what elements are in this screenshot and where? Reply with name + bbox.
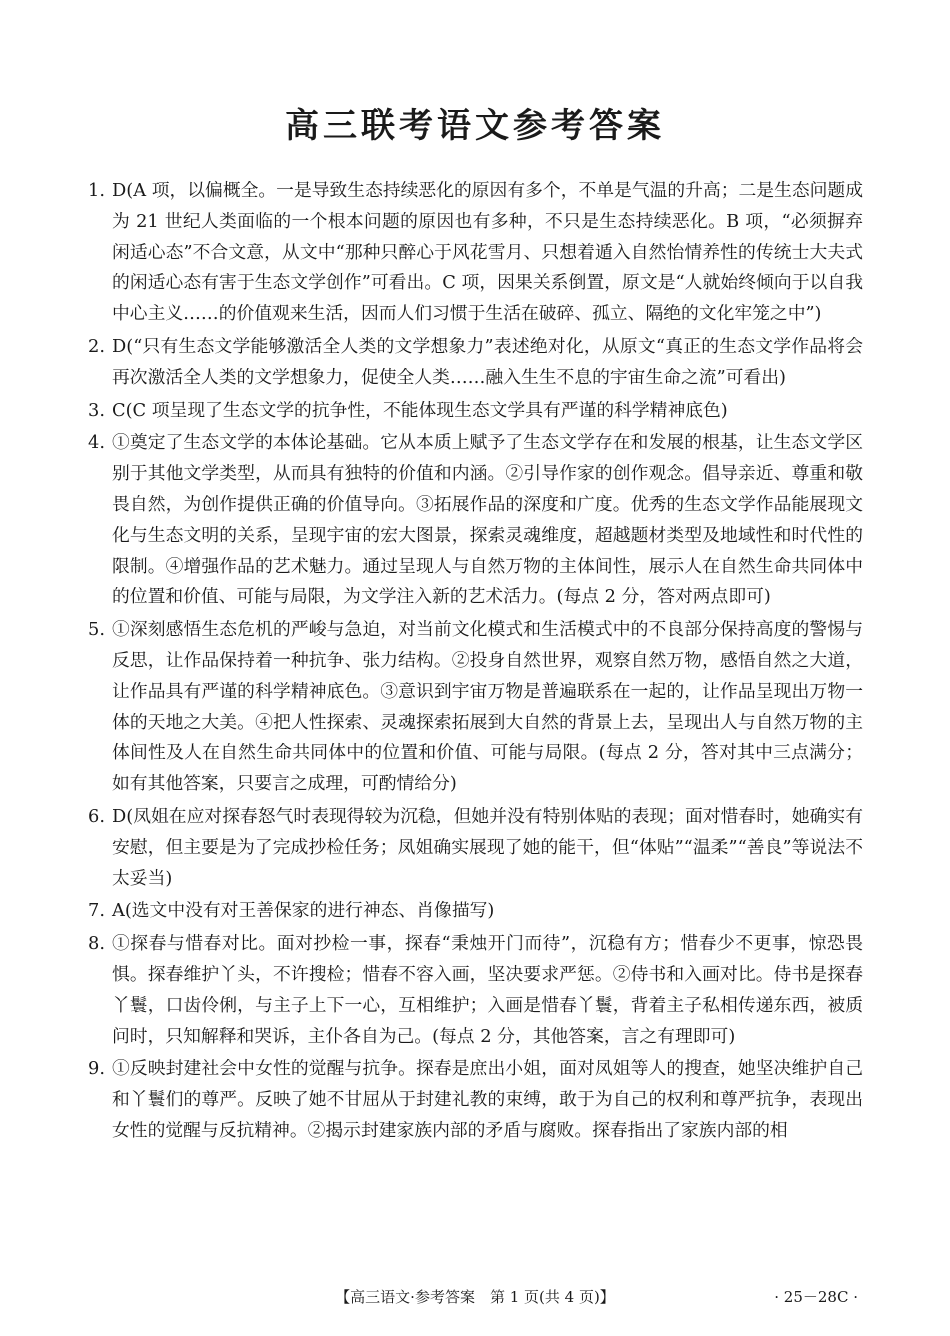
answer-text: ①深刻感悟生态危机的严峻与急迫，对当前文化模式和生活模式中的不良部分保持高度的警惕与反思，让作品保持着一种抗争、张力结构。②投身自然世界，观察自然万物，感悟自然之大道，让作品具有严谨的科学精神底色。③意识到宇宙万物是普遍联系在一起的，让作品呈现出万物一体的天地之大美。④把人性探索、灵魂探索拓展到大自然的背景上去，呈现出人与自然万物的主体间性及人在自然生命共同体中的位置和价值、可能与局限。(每点 2 分，答对其中三点满分；如有其他答案，只要言之成理，可酌情给分): [112, 619, 863, 795]
answer-text: D(凤姐在应对探春怒气时表现得较为沉稳，但她并没有特别体贴的表现；面对惜春时，她确实有安慰，但主要是为了完成抄检任务；凤姐确实展现了她的能干，但“体贴”“温柔”“善良”等说法不太妥当): [112, 805, 863, 889]
answer-item: [88, 428, 863, 613]
answer-item: [88, 176, 863, 330]
answer-item: [88, 896, 863, 927]
answer-item: [88, 802, 863, 894]
answer-text: D(“只有生态文学能够激活全人类的文学想象力”表述绝对化，从原文“真正的生态文学作品将会再次激活全人类的文学想象力，促使全人类……融入生生不息的宇宙生命之流”可看出): [112, 335, 863, 388]
answer-text: ①探春与惜春对比。面对抄检一事，探春“秉烛开门而待”，沉稳有方；惜春少不更事，惊恐畏惧。探春维护丫头，不许搜检；惜春不容入画，坚决要求严惩。②侍书和入画对比。侍书是探春丫鬟，口齿伶俐，与主子上下一心，互相维护；入画是惜春丫鬟，背着主子私相传递东西，被质问时，只知解释和哭诉，主仆各自为己。(每点 2 分，其他答案，言之有理即可): [112, 933, 863, 1047]
page-footer: [0, 1282, 950, 1312]
footer-page-info: 【高三语文·参考答案 第 1 页(共 4 页)】: [335, 1288, 615, 1306]
answer-number: 1.: [88, 180, 105, 201]
answer-number: 2.: [88, 335, 105, 357]
page-title: 高三联考语文参考答案: [285, 106, 665, 146]
answer-text: D(A 项，以偏概全。一是导致生态持续恶化的原因有多个，不单是气温的升高；二是生态问题成为 21 世纪人类面临的一个根本问题的原因也有多种，不只是生态持续恶化。B 项，“必须摒弃闲适心态”不合文意，从文中“那种只醉心于风花雪月、只想着遁入自然怡情养性的传统士大夫式的闲适心态有害于生态文学创作”可看出。C 项，因果关系倒置，原文是“人就始终倾向于以自我中心主义……的价值观来生活，因而人们习惯于生活在破碎、孤立、隔绝的文化牢笼之中”): [112, 180, 863, 325]
footer-exam-code: · 25－28C ·: [774, 1288, 858, 1306]
answer-number: 9.: [88, 1058, 105, 1080]
answer-number: 7.: [88, 900, 105, 922]
answer-item: [88, 1054, 863, 1146]
answer-text: C(C 项呈现了生态文学的抗争性，不能体现生态文学具有严谨的科学精神底色): [112, 399, 728, 421]
answer-number: 3.: [88, 399, 105, 421]
answer-text: A(选文中没有对王善保家的进行神态、肖像描写): [112, 900, 495, 922]
answer-item: [88, 615, 863, 800]
answer-number: 8.: [88, 933, 105, 955]
answer-number: 5.: [88, 619, 105, 641]
answer-item: [88, 332, 863, 394]
answer-text: ①奠定了生态文学的本体论基础。它从本质上赋予了生态文学存在和发展的根基，让生态文学区别于其他文学类型，从而具有独特的价值和内涵。②引导作家的创作观念。倡导亲近、尊重和敬畏自然，为创作提供正确的价值导向。③拓展作品的深度和广度。优秀的生态文学作品能展现文化与生态文明的关系，呈现宇宙的宏大图景，探索灵魂维度，超越题材类型及地域性和时代性的限制。④增强作品的艺术魅力。通过呈现人与自然万物的主体间性，展示人在自然生命共同体中的位置和价值、可能与局限，为文学注入新的艺术活力。(每点 2 分，答对两点即可): [112, 432, 863, 608]
answer-number: 6.: [88, 805, 105, 827]
answer-text: ①反映封建社会中女性的觉醒与抗争。探春是庶出小姐，面对凤姐等人的搜查，她坚决维护自己和丫鬟们的尊严。反映了她不甘屈从于封建礼教的束缚，敢于为自己的权利和尊严抗争，表现出女性的觉醒与反抗精神。②揭示封建家族内部的矛盾与腐败。探春指出了家族内部的相: [112, 1058, 863, 1141]
answer-number: 4.: [88, 432, 105, 454]
answer-list: [88, 176, 863, 1149]
answer-item: [88, 396, 863, 427]
answer-item: [88, 929, 863, 1052]
